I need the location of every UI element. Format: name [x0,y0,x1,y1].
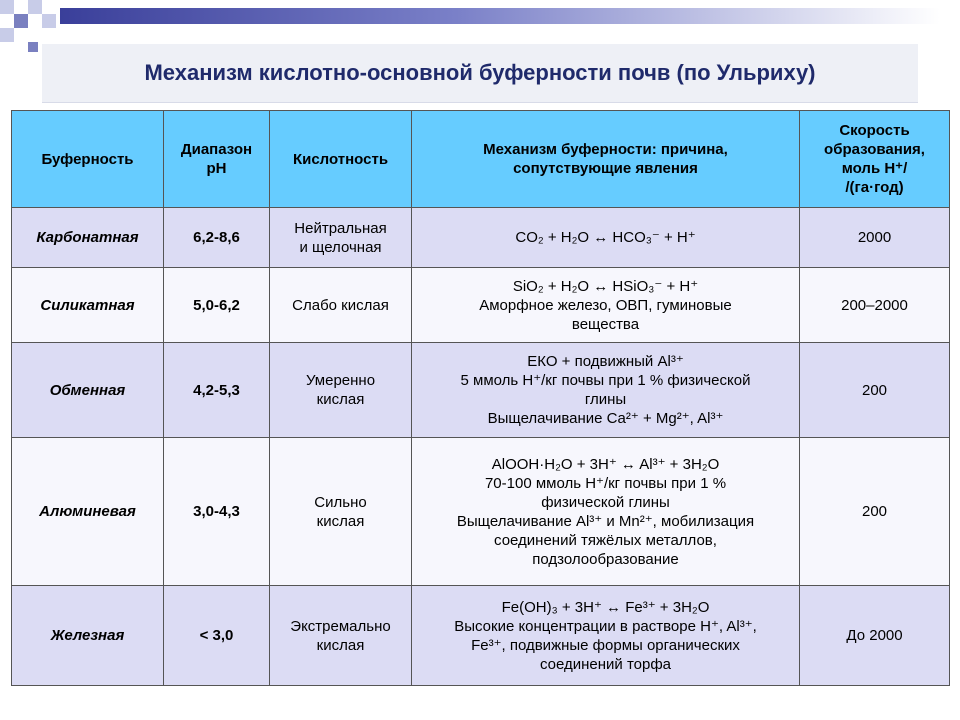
mechanism-cell: ЕКО + подвижный Al³⁺ 5 ммоль Н⁺/кг почвы при 1 % физической глины Выщелачивание Ca²⁺ + Mg²⁺, Al³⁺ [412,343,800,438]
mechanism-cell: CO₂ + H₂O ↔ HCO₃⁻ + H⁺ [412,208,800,268]
acidity-cell: Умеренно кислая [270,343,412,438]
col-header-mechanism: Механизм буферности: причина, сопутствующие явления [412,111,800,208]
acidity-cell: Нейтральная и щелочная [270,208,412,268]
table-row [12,208,950,268]
table-row [12,268,950,343]
decor-square [14,14,28,28]
decor-square [0,28,14,42]
decor-square [28,42,38,52]
ph-range: 3,0-4,3 [164,438,270,586]
buffer-name: Алюминевая [12,438,164,586]
ph-range: 5,0-6,2 [164,268,270,343]
decor-square [42,14,56,28]
table-row [12,438,950,586]
title-box [42,44,918,103]
buffer-name: Карбонатная [12,208,164,268]
acidity-cell: Слабо кислая [270,268,412,343]
rate-cell: 2000 [800,208,950,268]
mechanism-cell: Fe(OH)₃ + 3H⁺ ↔ Fe³⁺ + 3H₂O Высокие концентрации в растворе H⁺, Al³⁺, Fe³⁺, подвижные формы органических соединений торфа [412,586,800,686]
acidity-cell: Экстремально кислая [270,586,412,686]
mechanism-cell: AlOOH·H₂O + 3H⁺ ↔ Al³⁺ + 3H₂O 70-100 ммоль Н⁺/кг почвы при 1 % физической глины Выщелачивание Al³⁺ и Mn²⁺, мобилизация соединений тяжёлых металлов, подзолообразование [412,438,800,586]
header-row [12,111,950,208]
decor-square [0,0,14,14]
buffer-name: Обменная [12,343,164,438]
decor-square [28,0,42,14]
page-title: Механизм кислотно-основной буферности почв (по Ульриху) [144,60,816,85]
col-header-ph: Диапазон pH [164,111,270,208]
rate-cell: До 2000 [800,586,950,686]
buffer-table [11,110,950,686]
ph-range: 4,2-5,3 [164,343,270,438]
col-header-buffer: Буферность [12,111,164,208]
table-row [12,343,950,438]
buffer-name: Железная [12,586,164,686]
rate-cell: 200–2000 [800,268,950,343]
rate-cell: 200 [800,438,950,586]
col-header-acidity: Кислотность [270,111,412,208]
buffer-name: Силикатная [12,268,164,343]
ph-range: < 3,0 [164,586,270,686]
ph-range: 6,2-8,6 [164,208,270,268]
col-header-rate: Скорость образования, моль Н⁺/ /(га·год) [800,111,950,208]
acidity-cell: Сильно кислая [270,438,412,586]
table-row [12,586,950,686]
mechanism-cell: SiO₂ + H₂O ↔ HSiO₃⁻ + H⁺ Аморфное железо, ОВП, гуминовые вещества [412,268,800,343]
rate-cell: 200 [800,343,950,438]
header-gradient-bar [60,8,940,24]
